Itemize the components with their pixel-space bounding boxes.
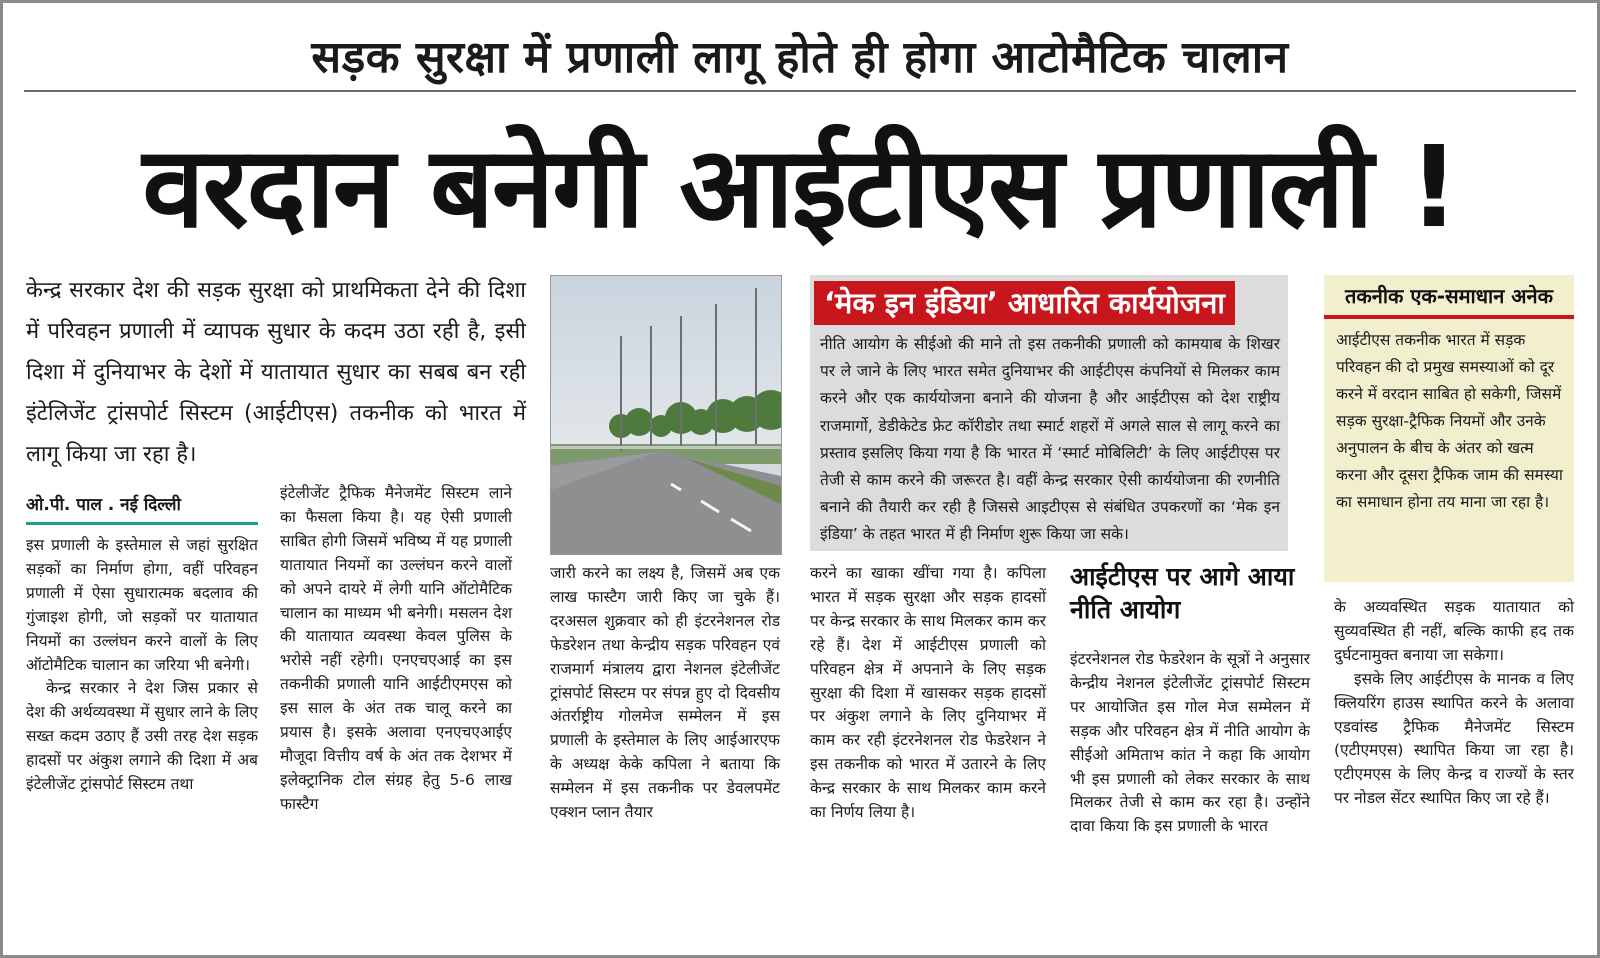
kicker-headline: सड़क सुरक्षा में प्रणाली लागू होते ही होगा आटोमैटिक चालान (311, 32, 1289, 83)
intro-paragraph: केन्द्र सरकार देश की सड़क सुरक्षा को प्राथमिकता देने की दिशा में परिवहन प्रणाली में व्यापक सुधार के कदम उठा रही है, इसी दिशा में दुनियाभर के देशों में यातायात सुधार का सबब बन रही इंटेलिजेंट ट्रांसपोर्ट सिस्टम (आईटीएस) तकनीक को भारत में लागू किया जा रहा है। (26, 278, 526, 467)
main-headline: वरदान बनेगी आईटीएस प्रणाली ! (142, 123, 1458, 253)
byline-underline (26, 522, 258, 525)
technology-solutions-body: आईटीएस तकनीक भारत में सड़क परिवहन की दो प्रमुख समस्याओं को दूर करने में वरदान साबित हो सकेगी, जिसमें सड़क सुरक्षा-ट्रैफिक नियमों और उनके अनुपालन के बीच के अंतर को खत्म करना और दूसरा ट्रैफिक जाम की समस्या का समाधान होना तय माना जा रहा है। (1336, 331, 1563, 511)
highway-photo (550, 275, 782, 555)
article-column-2 (280, 482, 512, 817)
column-5-text: इंटरनेशनल रोड फेडरेशन के सूत्रों ने अनुसार केन्द्रीय नेशनल इंटेलीजेंट ट्रांसपोर्ट सिस्टम पर आयोजित इस गोल मेज सम्मेलन में सड़क और परिवहन क्षेत्र में नीति आयोग के सीईओ अमिताभ कांत ने कहा कि आयोग भी इस प्रणाली को लेकर सरकार के साथ मिलकर तेजी से काम कर रहा है। उन्होंने दावा किया कि इस प्रणाली के भारत (1070, 650, 1310, 836)
highway-photo-image (551, 276, 781, 554)
article-column-5 (1070, 648, 1310, 839)
kicker-divider (24, 90, 1576, 92)
column-1-paragraph-2: केन्द्र सरकार ने देश जिस प्रकार से देश की अर्थव्यवस्था में सुधार लाने के लिए सख्त कदम उठाए हैं उसी तरह देश सड़क हादसों पर अंकुश लगाने की दिशा में अब इंटेलीजेंट ट्रांसपोर्ट सिस्टम तथा (26, 679, 258, 794)
article-column-4 (810, 562, 1046, 825)
byline: ओ.पी. पाल . नई दिल्ली (26, 495, 181, 515)
column-2-text: इंटेलीजेंट ट्रैफिक मैनेजमेंट सिस्टम लाने का फैसला किया है। यह ऐसी प्रणाली साबित होगी जिसमें भविष्य में यह प्रणाली यातायात नियमों का उल्लंघन करने वालों को अपने दायरे में लेगी यानि ऑटोमैटिक चालान का माध्यम भी बनेगी। मसलन देश की यातायात व्यवस्था केवल पुलिस के भरोसे नहीं रहेगी। एनएचएआई का इस तकनीकी प्रणाली यानि आईटीएमएस को इस साल के अंत तक चालू करने का प्रयास है। इसके अलावा एनएचएआईए मौजूदा वित्तीय वर्ष के अंत तक देशभर में इलेक्ट्रानिक टोल संग्रह हेतु 5-6 लाख फास्टैग (280, 484, 512, 813)
make-in-india-sidebar (810, 275, 1288, 551)
make-in-india-body: नीति आयोग के सीईओ की माने तो इस तकनीकी प्रणाली को कामयाब के शिखर पर ले जाने के लिए भारत समेत दुनियाभर की आईटीएस कंपनियों से मिलकर काम करने और एक कार्ययोजना बनाने की योजना है और आईटीएस को देश राष्ट्रीय राजमार्गो, डेडीकेटेड फ्रेट कॉरीडोर तथा स्मार्ट शहरों में अगले साल से लागू करने का प्रस्ताव इसलिए किया गया है कि भारत में ‘स्मार्ट मोबिलिटी’ के लिए आईटीएस पर तेजी से काम करने की जरूरत है। वहीं केन्द्र सरकार ऐसी कार्ययोजना की रणनीति बनाने की तैयारी कर रही है जिससे आइटीएस से संबंधित उपकरणों का ‘मेक इन इंडिया’ के तहत भारत में ही निर्माण शुरू किया जा सके। (820, 335, 1280, 544)
column-6-paragraph-1: के अव्यवस्थित सड़क यातायात को सुव्यवस्थित ही नहीं, बल्कि काफी हद तक दुर्घटनामुक्त बनाया जा सकेगा। (1334, 598, 1574, 664)
technology-solutions-sidebar (1324, 275, 1574, 582)
make-in-india-title: ‘मेक इन इंडिया’ आधारित कार्ययोजना (814, 281, 1235, 325)
column-3-text: जारी करने का लक्ष्य है, जिसमें अब एक लाख फास्टैग जारी किए जा चुके हैं। दरअसल शुक्रवार को ही इंटरनेशनल रोड फेडरेशन तथा केन्द्रीय सड़क परिवहन एवं राजमार्ग मंत्रालय द्वारा नेशनल इंटेलीजेंट ट्रांसपोर्ट सिस्टम पर संपन्न हुए दो दिवसीय अंतर्राष्ट्रीय गोलमेज सम्मेलन में इस प्रणाली के इस्तेमाल के लिए आईआरएफ के अध्यक्ष केके कपिला ने बताया कि सम्मेलन में इस तकनीक पर डेवलपमेंट एक्शन प्लान तैयार (550, 564, 780, 822)
article-column-6 (1334, 596, 1574, 811)
article-column-3 (550, 562, 780, 825)
technology-solutions-title: तकनीक एक-समाधान अनेक (1344, 284, 1554, 308)
niti-aayog-subheading: आईटीएस पर आगे आया नीति आयोग (1070, 562, 1295, 624)
column-6-paragraph-2: इसके लिए आईटीएस के मानक व लिए क्लियरिंग हाउस स्थापित करने के अलावा एडवांस्ड ट्रैफिक मैनेजमेंट सिस्टम (एटीएमएस) स्थापित किया जा रहा है। एटीएमएस के लिए केन्द्र व राज्यों के स्तर पर नोडल सेंटर स्थापित किए जा रहे हैं। (1334, 669, 1574, 808)
column-4-text: करने का खाका खींचा गया है। कपिला भारत में सड़क सुरक्षा और सड़क हादसों पर केन्द्र सरकार के साथ मिलकर काम कर रहे हैं। देश में आईटीएस प्रणाली को परिवहन क्षेत्र में अपनाने के लिए सड़क सुरक्षा की दिशा में खासकर सड़क हादसों पर अंकुश लगाने के लिए दुनियाभर में काम कर रही इंटरनेशनल रोड फेडरेशन ने इस तकनीक को भारत में उतारने के लिए केन्द्र सरकार के साथ मिलकर काम करने का निर्णय लिया है। (810, 564, 1046, 822)
technology-solutions-divider (1324, 315, 1574, 319)
article-column-1 (26, 534, 258, 797)
column-1-paragraph-1: इस प्रणाली के इस्तेमाल से जहां सुरक्षित सड़कों का निर्माण होगा, वहीं परिवहन प्रणाली में ऐसा सुधारात्मक बदलाव की गुंजाइश होगी, जो सड़कों पर यातायात नियमों का उल्लंघन करने वालों के लिए ऑटोमैटिक चालान का जरिया भी बनेगी। (26, 536, 258, 674)
